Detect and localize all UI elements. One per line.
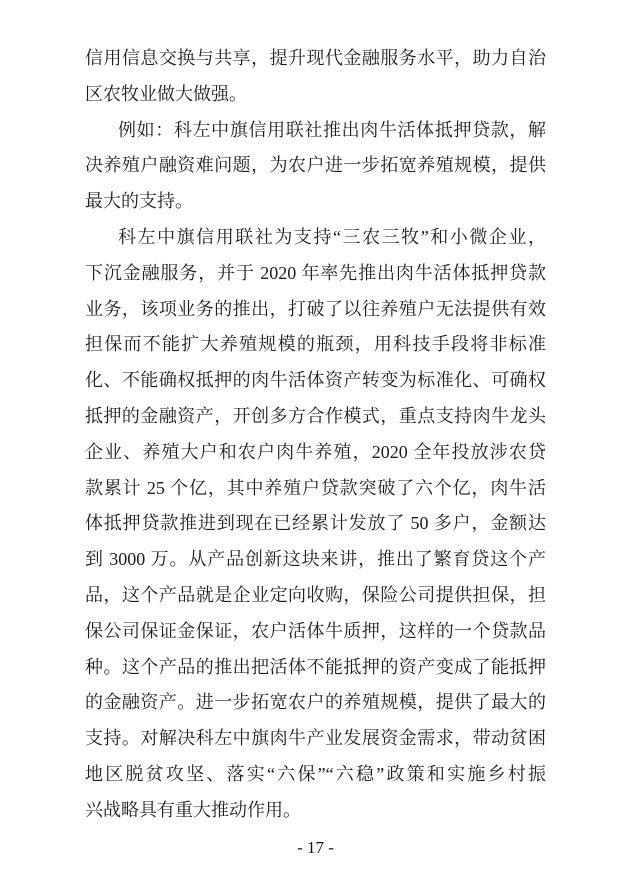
text-line: 区农牧业做大做强。: [85, 83, 247, 104]
page-number: - 17 -: [297, 838, 334, 857]
text-line: 科左中旗信用联社为支持“三农三牧”和小微企业，: [118, 226, 546, 247]
text-line: 的金融资产。进一步拓宽农户的养殖规模，提供了最大的: [85, 692, 546, 713]
text-line: 最大的支持。: [85, 191, 193, 212]
document-body: [85, 41, 546, 829]
text-line: 兴战略具有重大推动作用。: [85, 799, 301, 820]
text-line: 下沉金融服务，并于 2020 年率先推出肉牛活体抵押贷款: [85, 262, 546, 283]
text-line: 抵押的金融资产，开创多方合作模式，重点支持肉牛龙头: [85, 405, 546, 426]
text-line: 业务，该项业务的推出，打破了以往养殖户无法提供有效: [85, 298, 546, 319]
text-line: 支持。对解决科左中旗肉牛产业发展资金需求，带动贫困: [85, 728, 546, 749]
text-line: 信用信息交换与共享，提升现代金融服务水平，助力自治: [85, 48, 546, 68]
text-line: 地区脱贫攻坚、落实“六保”“六稳”政策和实施乡村振: [85, 763, 546, 784]
text-line: 保公司保证金保证，农户活体牛质押，这样的一个贷款品: [85, 620, 546, 641]
text-line: 种。这个产品的推出把活体不能抵押的资产变成了能抵押: [85, 656, 546, 677]
text-line: 例如：科左中旗信用联社推出肉牛活体抵押贷款，解: [118, 119, 546, 140]
text-line: 款累计 25 个亿，其中养殖户贷款突破了六个亿，肉牛活: [85, 477, 546, 498]
text-line: 到 3000 万。从产品创新这块来讲，推出了繁育贷这个产: [85, 549, 546, 570]
text-line: 企业、养殖大户和农户肉牛养殖，2020 全年投放涉农贷: [85, 441, 546, 462]
text-line: 担保而不能扩大养殖规模的瓶颈，用科技手段将非标准: [85, 334, 546, 355]
text-line: 化、不能确权抵押的肉牛活体资产转变为标准化、可确权: [85, 370, 546, 391]
text-line: 品，这个产品就是企业定向收购，保险公司提供担保，担: [85, 584, 546, 605]
text-line: 决养殖户融资难问题，为农户进一步拓宽养殖规模，提供: [85, 155, 546, 176]
text-line: 体抵押贷款推进到现在已经累计发放了 50 多户，金额达: [85, 513, 546, 534]
